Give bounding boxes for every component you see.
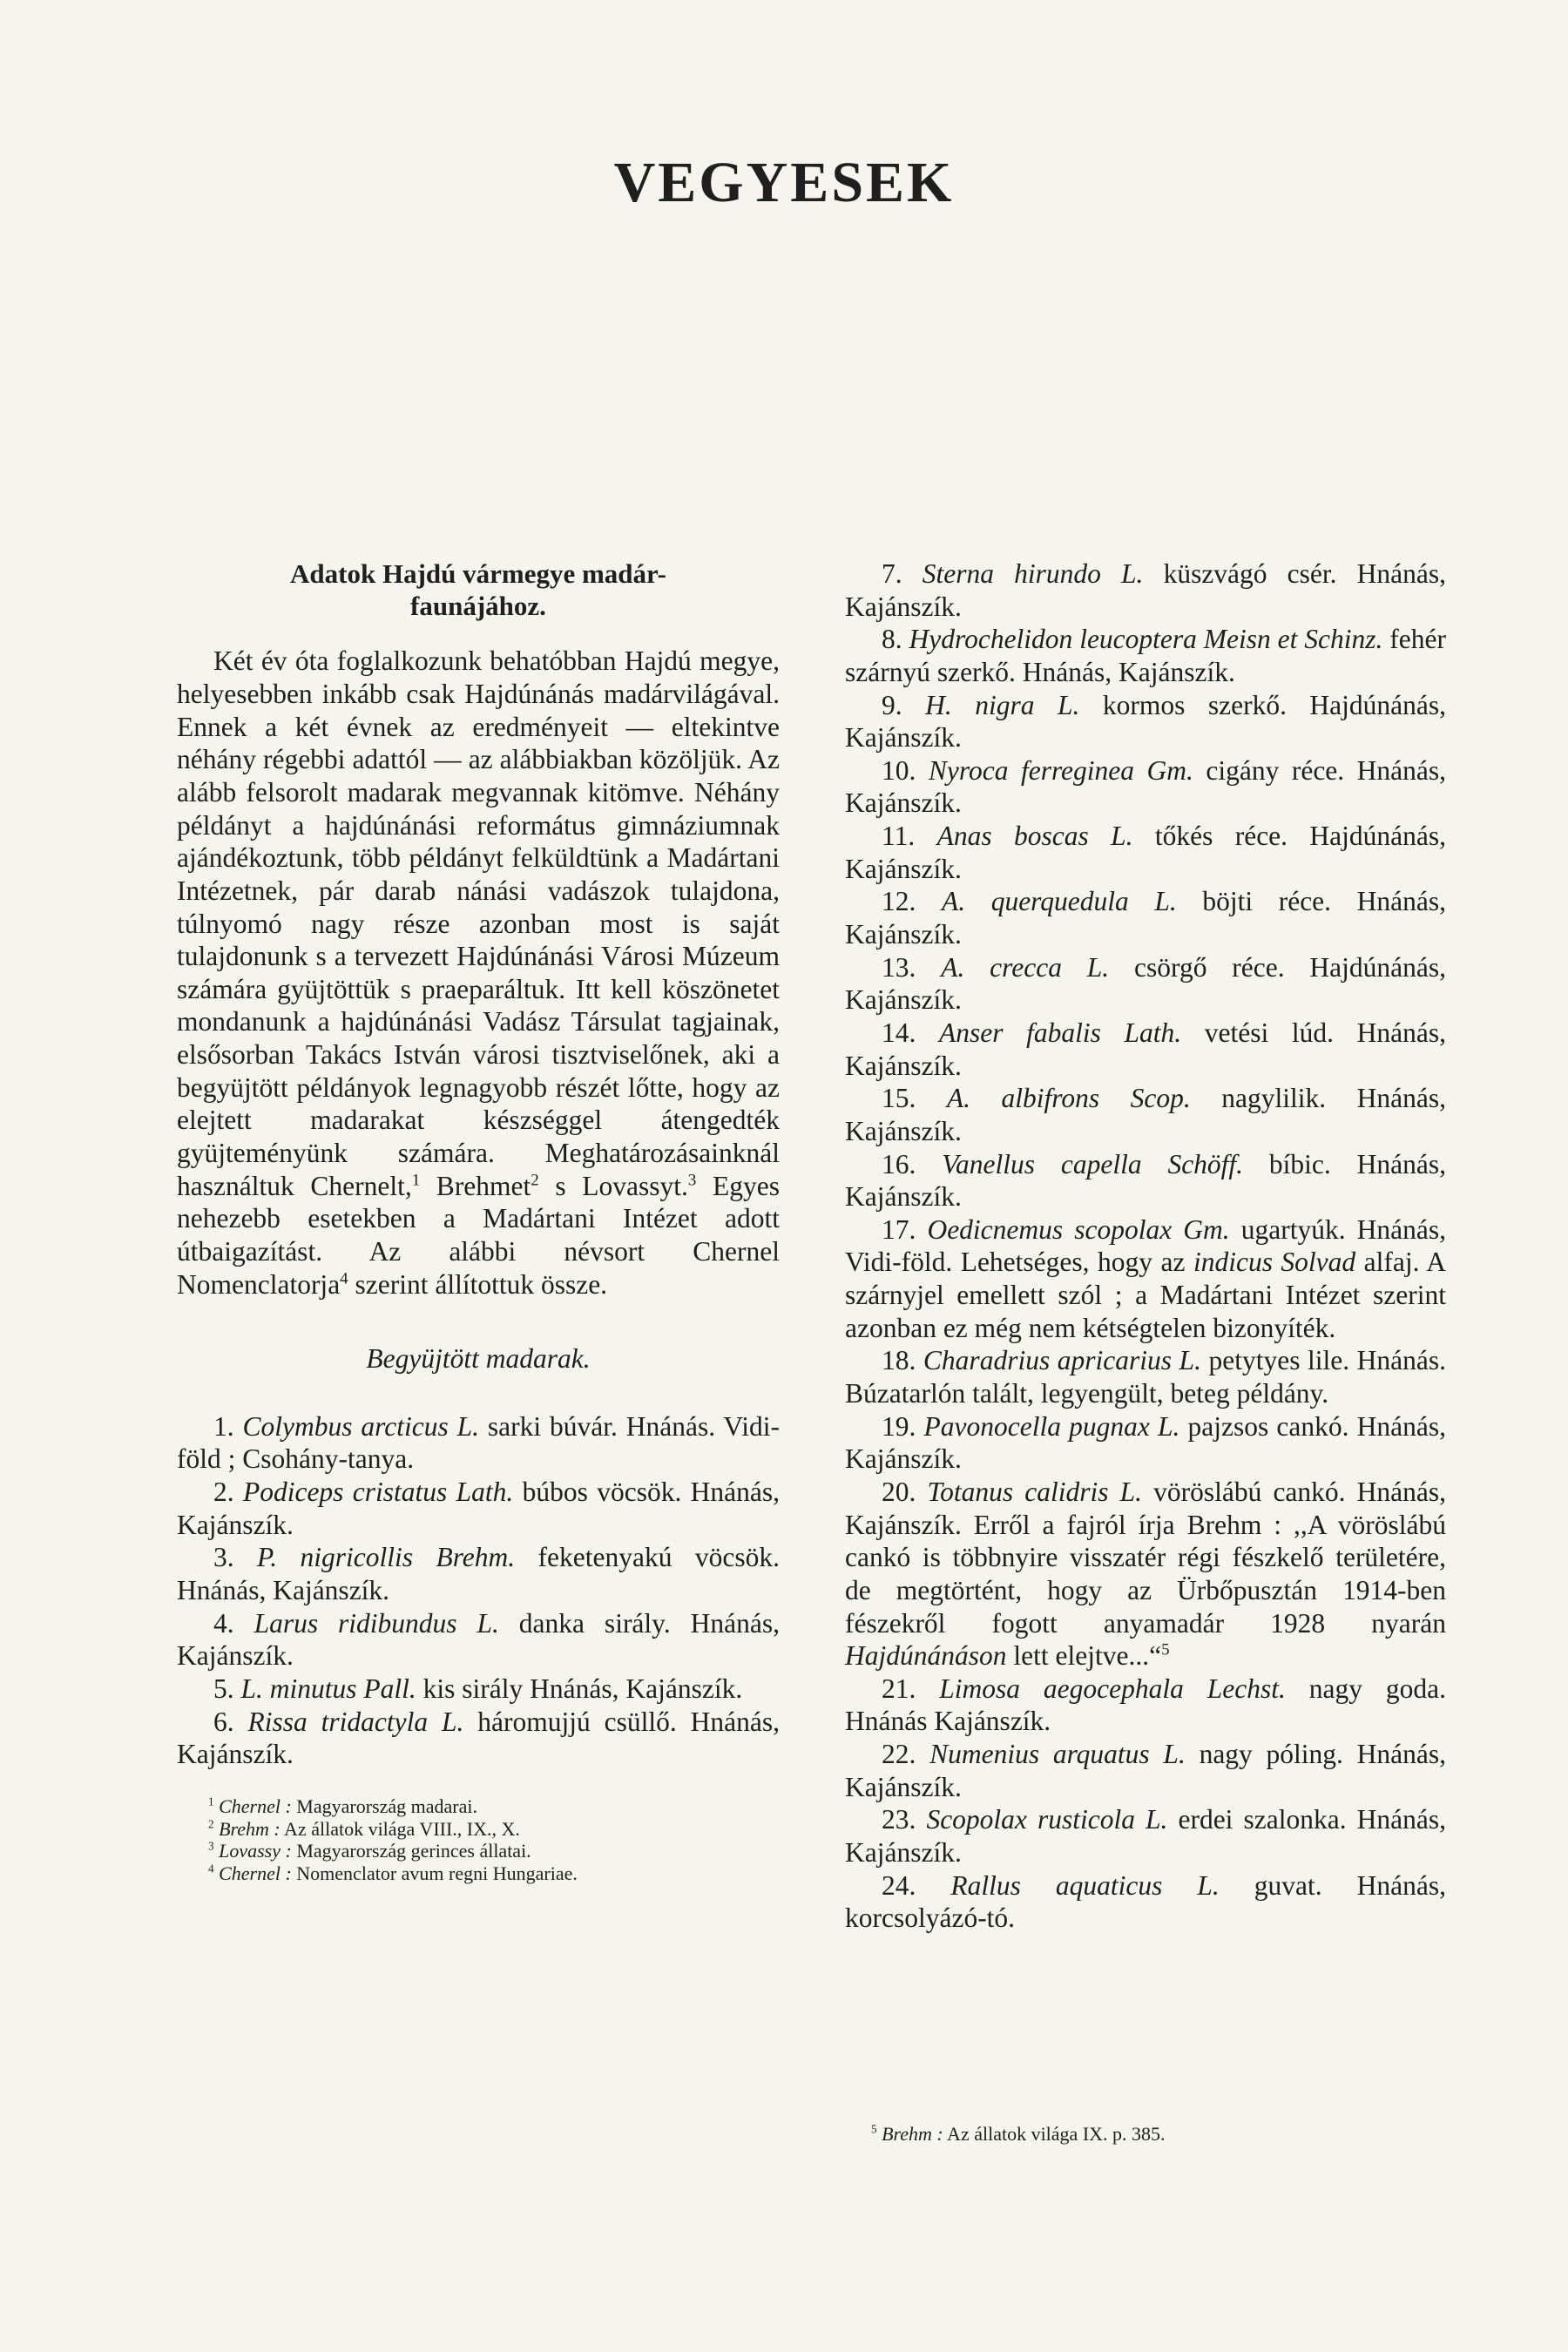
footnote-text: Magyarország gerinces állatai. [291,1840,531,1862]
entry-number: 16. [882,1148,916,1179]
species-entry [845,1213,1446,1345]
species-entry [845,1410,1446,1476]
entry-number: 15. [882,1083,916,1114]
species-entry [845,1869,1446,1935]
entry-number: 4. [213,1607,234,1639]
entry-number: 5. [213,1673,234,1704]
species-entry [845,1738,1446,1803]
entry-number: 20. [882,1476,916,1507]
species-entry [845,1344,1446,1409]
entry-text: petytyes lile. Hnánás. Búzatarlón talált, legyengült, beteg példány. [845,1345,1447,1409]
entry-number: 14. [882,1017,916,1048]
article-title-line2: faunájához. [410,591,546,622]
intro-paragraph [177,645,780,1301]
species-name: H. nigra L. [925,689,1080,720]
entry-text: nagy póling. Hnánás, Kajánszík. [845,1739,1446,1802]
species-name: A. crecca L. [941,951,1110,983]
entry-number: 18. [882,1345,916,1376]
article-title [177,558,780,622]
species-entry [845,1673,1446,1738]
entry-text: vetési lúd. Hnánás, Kajánszík. [845,1017,1447,1081]
entry-number: 11. [882,821,916,852]
species-name: Larus ridibundus L. [253,1607,499,1639]
footnote-text: Az állatok világa VIII., IX., X. [280,1817,520,1840]
species-entry [845,689,1446,754]
entry-number: 19. [882,1410,916,1442]
species-name: Hydrochelidon leucoptera Meisn et Schinz. [909,624,1383,655]
species-entry [845,885,1446,950]
entry-text: csörgő réce. Hajdúnánás, Kajánszík. [845,951,1447,1016]
footnote-text: Magyarország madarai. [291,1794,477,1817]
footnote-mark: 1 [208,1794,214,1808]
entry-text: bíbic. Hnánás, Kajánszík. [845,1148,1446,1213]
species-name: Vanellus capella Schöff. [942,1148,1244,1179]
species-name: Podiceps cristatus Lath. [242,1477,514,1508]
species-name: Anser fabalis Lath. [939,1017,1182,1048]
species-name: Sterna hirundo L. [922,558,1144,589]
entry-number: 22. [882,1739,916,1770]
entry-text: pajzsos cankó. Hnánás, Kajánszík. [845,1410,1446,1475]
species-name: Rissa tridactyla L. [247,1706,464,1737]
species-entry [845,558,1446,623]
species-name: Rallus aquaticus L. [950,1869,1220,1901]
footnote [177,1818,780,1841]
species-entry [177,1476,780,1541]
entry-text: nagy goda. Hnánás Kajánszík. [845,1673,1447,1737]
entry-number: 17. [882,1213,916,1245]
entry-text: böjti réce. Hnánás, Kajánszík. [845,886,1446,950]
entry-text: sarki búvár. Hnánás. Vidi-föld ; Csohány-tanya. [177,1410,780,1475]
entry-text: ugartyúk. Hnánás, Vidi-föld. Lehetséges, hogy az [845,1213,1446,1278]
species-name: Charadrius apricarius L. [923,1345,1201,1376]
footnote-text: Az állatok világa IX. p. 385. [943,2123,1166,2145]
entry-text: háromujjú csüllő. Hnánás, Kajánszík. [177,1706,781,1770]
entry-number: 13. [882,951,916,983]
species-name: Anas boscas L. [936,821,1133,852]
left-column [177,558,780,1885]
footnote [177,1862,780,1885]
right-column [845,558,1446,1935]
entry-number: 12. [882,886,916,917]
footnote-ref-5: 5 [1161,1640,1170,1659]
footnote [177,1795,780,1818]
species-name: Pavonocella pugnax L. [923,1410,1180,1442]
intro-text-5: szerint állítottuk össze. [348,1268,608,1300]
footnotes [177,1795,780,1885]
entry-text: cigány réce. Hnánás, Kajánszík. [845,754,1446,819]
entry-number: 21. [882,1673,916,1704]
entry-number: 1. [213,1410,234,1442]
footnote-text: Nomenclator avum regni Hungariae. [291,1862,578,1885]
entry-italic-term: Hajdúnánáson [845,1640,1007,1672]
entry-text: feketenyakú vöcsök. Hnánás, Kajánszík. [177,1542,781,1606]
species-name: L. minutus Pall. [240,1673,416,1704]
species-name: Nyroca ferreginea Gm. [928,754,1193,786]
entry-number: 9. [882,689,902,720]
species-entry [845,1476,1446,1673]
article-title-line1: Adatok Hajdú vármegye madár- [290,558,666,589]
entry-number: 3. [213,1542,234,1573]
footnote-5 [871,2123,1166,2146]
species-entry [845,951,1446,1017]
entry-text-continued: alfaj. A szárnyjel emellett szól ; a Madártani Intézet szerint azonban ez még nem kétségtelen bizonyíték. [845,1247,1446,1343]
footnote-mark: 5 [871,2122,877,2136]
species-entry [845,1148,1446,1213]
species-list-right [845,558,1446,1935]
footnote-author: Chernel : [219,1862,292,1885]
entry-text: guvat. Hnánás, korcsolyázó-tó. [845,1869,1447,1934]
entry-number: 8. [882,624,902,655]
species-entry [845,1017,1446,1082]
entry-number: 2. [213,1477,234,1508]
intro-text-1: Két év óta foglalkozunk behatóbban Hajdú megye, helyesebben inkább csak Hajdúnánás madárvilágával. Ennek a két évnek az eredményeit — eltekintve néhány régebbi adattól — az alábbiakban közöljük. Az alább felsorolt madarak megvannak kitömve. Néhány példányt a hajdúnánási református gimnáziumnak ajándékoztunk, több példányt felküldtünk a Madártani Intézetnek, pár darab nánási vadászok tulajdona, túlnyomó nagy része azonban most is saját tulajdonunk s a tervezett Hajdúnánási Városi Múzeum számára gyüjtöttük s praeparáltuk. Itt kell köszönetet mondanunk a hajdúnánási Vadász Társulat tagjainak, elsősorban Takács István városi tisztviselőnek, aki a begyüjtött példányok legnagyobb részét lőtte, hogy az elejtett madarakat készséggel átengedték gyüjteményünk számára. Meghatározásainknál használtuk Chernelt, [177,645,780,1201]
footnote-author: Brehm : [219,1817,280,1840]
species-entry [845,1082,1446,1147]
species-name: P. nigricollis Brehm. [257,1542,516,1573]
species-name: Numenius arquatus L. [929,1739,1186,1770]
entry-number: 7. [882,558,902,589]
species-entry [177,1706,780,1771]
entry-text: kis sirály Hnánás, Kajánszík. [416,1673,743,1704]
entry-text: nagylilik. Hnánás, Kajánszík. [845,1083,1446,1146]
entry-text: tőkés réce. Hajdúnánás, Kajánszík. [845,821,1446,884]
footnote-ref-1: 1 [411,1171,421,1190]
species-entry [845,820,1446,885]
species-name: Oedicnemus scopolax Gm. [927,1213,1230,1245]
species-entry [177,1410,780,1476]
footnote-mark: 3 [208,1840,214,1854]
entry-text: búbos vöcsök. Hnánás, Kajánszík. [177,1477,781,1540]
entry-text: fehér szárnyú szerkő. Hnánás, Kajánszík. [845,624,1446,687]
footnote-ref-2: 2 [531,1171,539,1190]
entry-text: kormos szerkő. Hajdúnánás, Kajánszík. [845,689,1447,754]
footnote-ref-4: 4 [340,1269,348,1288]
footnote-mark: 4 [208,1862,214,1876]
species-name: A. querquedula L. [941,886,1177,917]
entry-text: erdei szalonka. Hnánás, Kajánszík. [845,1804,1446,1868]
section-heading: VEGYESEK [613,151,955,214]
species-list-left [177,1410,780,1771]
entry-number: 6. [213,1706,234,1737]
entry-italic-term: indicus Solvad [1193,1247,1356,1278]
intro-text-3: s Lovassyt. [538,1170,688,1201]
species-entry [845,1803,1446,1869]
entry-text-continued: lett elejtve...“ [1006,1640,1162,1672]
species-name: Colymbus arcticus L. [242,1410,479,1442]
intro-text-2: Brehmet [420,1170,531,1201]
species-entry [177,1607,780,1673]
species-name: A. albifrons Scop. [946,1083,1191,1114]
species-name: Totanus calidris L. [927,1476,1142,1507]
entry-number: 24. [882,1869,916,1901]
footnote-ref-3: 3 [687,1171,697,1190]
footnote-author: Lovassy : [219,1840,292,1862]
entry-text: küszvágó csér. Hnánás, Kajánszík. [845,558,1446,622]
intro-text-4: Egyes nehezebb esetekben a Madártani Intézet adott útbaigazítást. Az alábbi névsort Chernel Nomenclatorja [177,1170,781,1300]
footnote-mark: 2 [208,1817,214,1831]
entry-text: danka sirály. Hnánás, Kajánszík. [177,1607,781,1672]
list-subheading: Begyüjtött madarak. [366,1343,591,1375]
species-entry [845,754,1446,820]
entry-text: vöröslábú cankó. Hnánás, Kajánszík. Erről a fajról írja Brehm : ,,A vöröslábú cankó is többnyire visszatér régi fészkelő területére, de megtörtént, hogy az Ürbőpusztán 1914-ben fészekről fogott anyamadár 1928 nyarán [845,1476,1446,1639]
species-name: Scopolax rusticola L. [926,1804,1168,1835]
entry-number: 23. [882,1804,916,1835]
entry-number: 10. [882,754,916,786]
species-entry [845,623,1446,688]
species-entry [177,1541,780,1606]
footnote [177,1840,780,1862]
footnote-author: Chernel : [219,1794,292,1817]
species-entry [177,1673,780,1706]
footnote-author: Brehm : [882,2123,943,2145]
species-name: Limosa aegocephala Lechst. [939,1673,1286,1704]
